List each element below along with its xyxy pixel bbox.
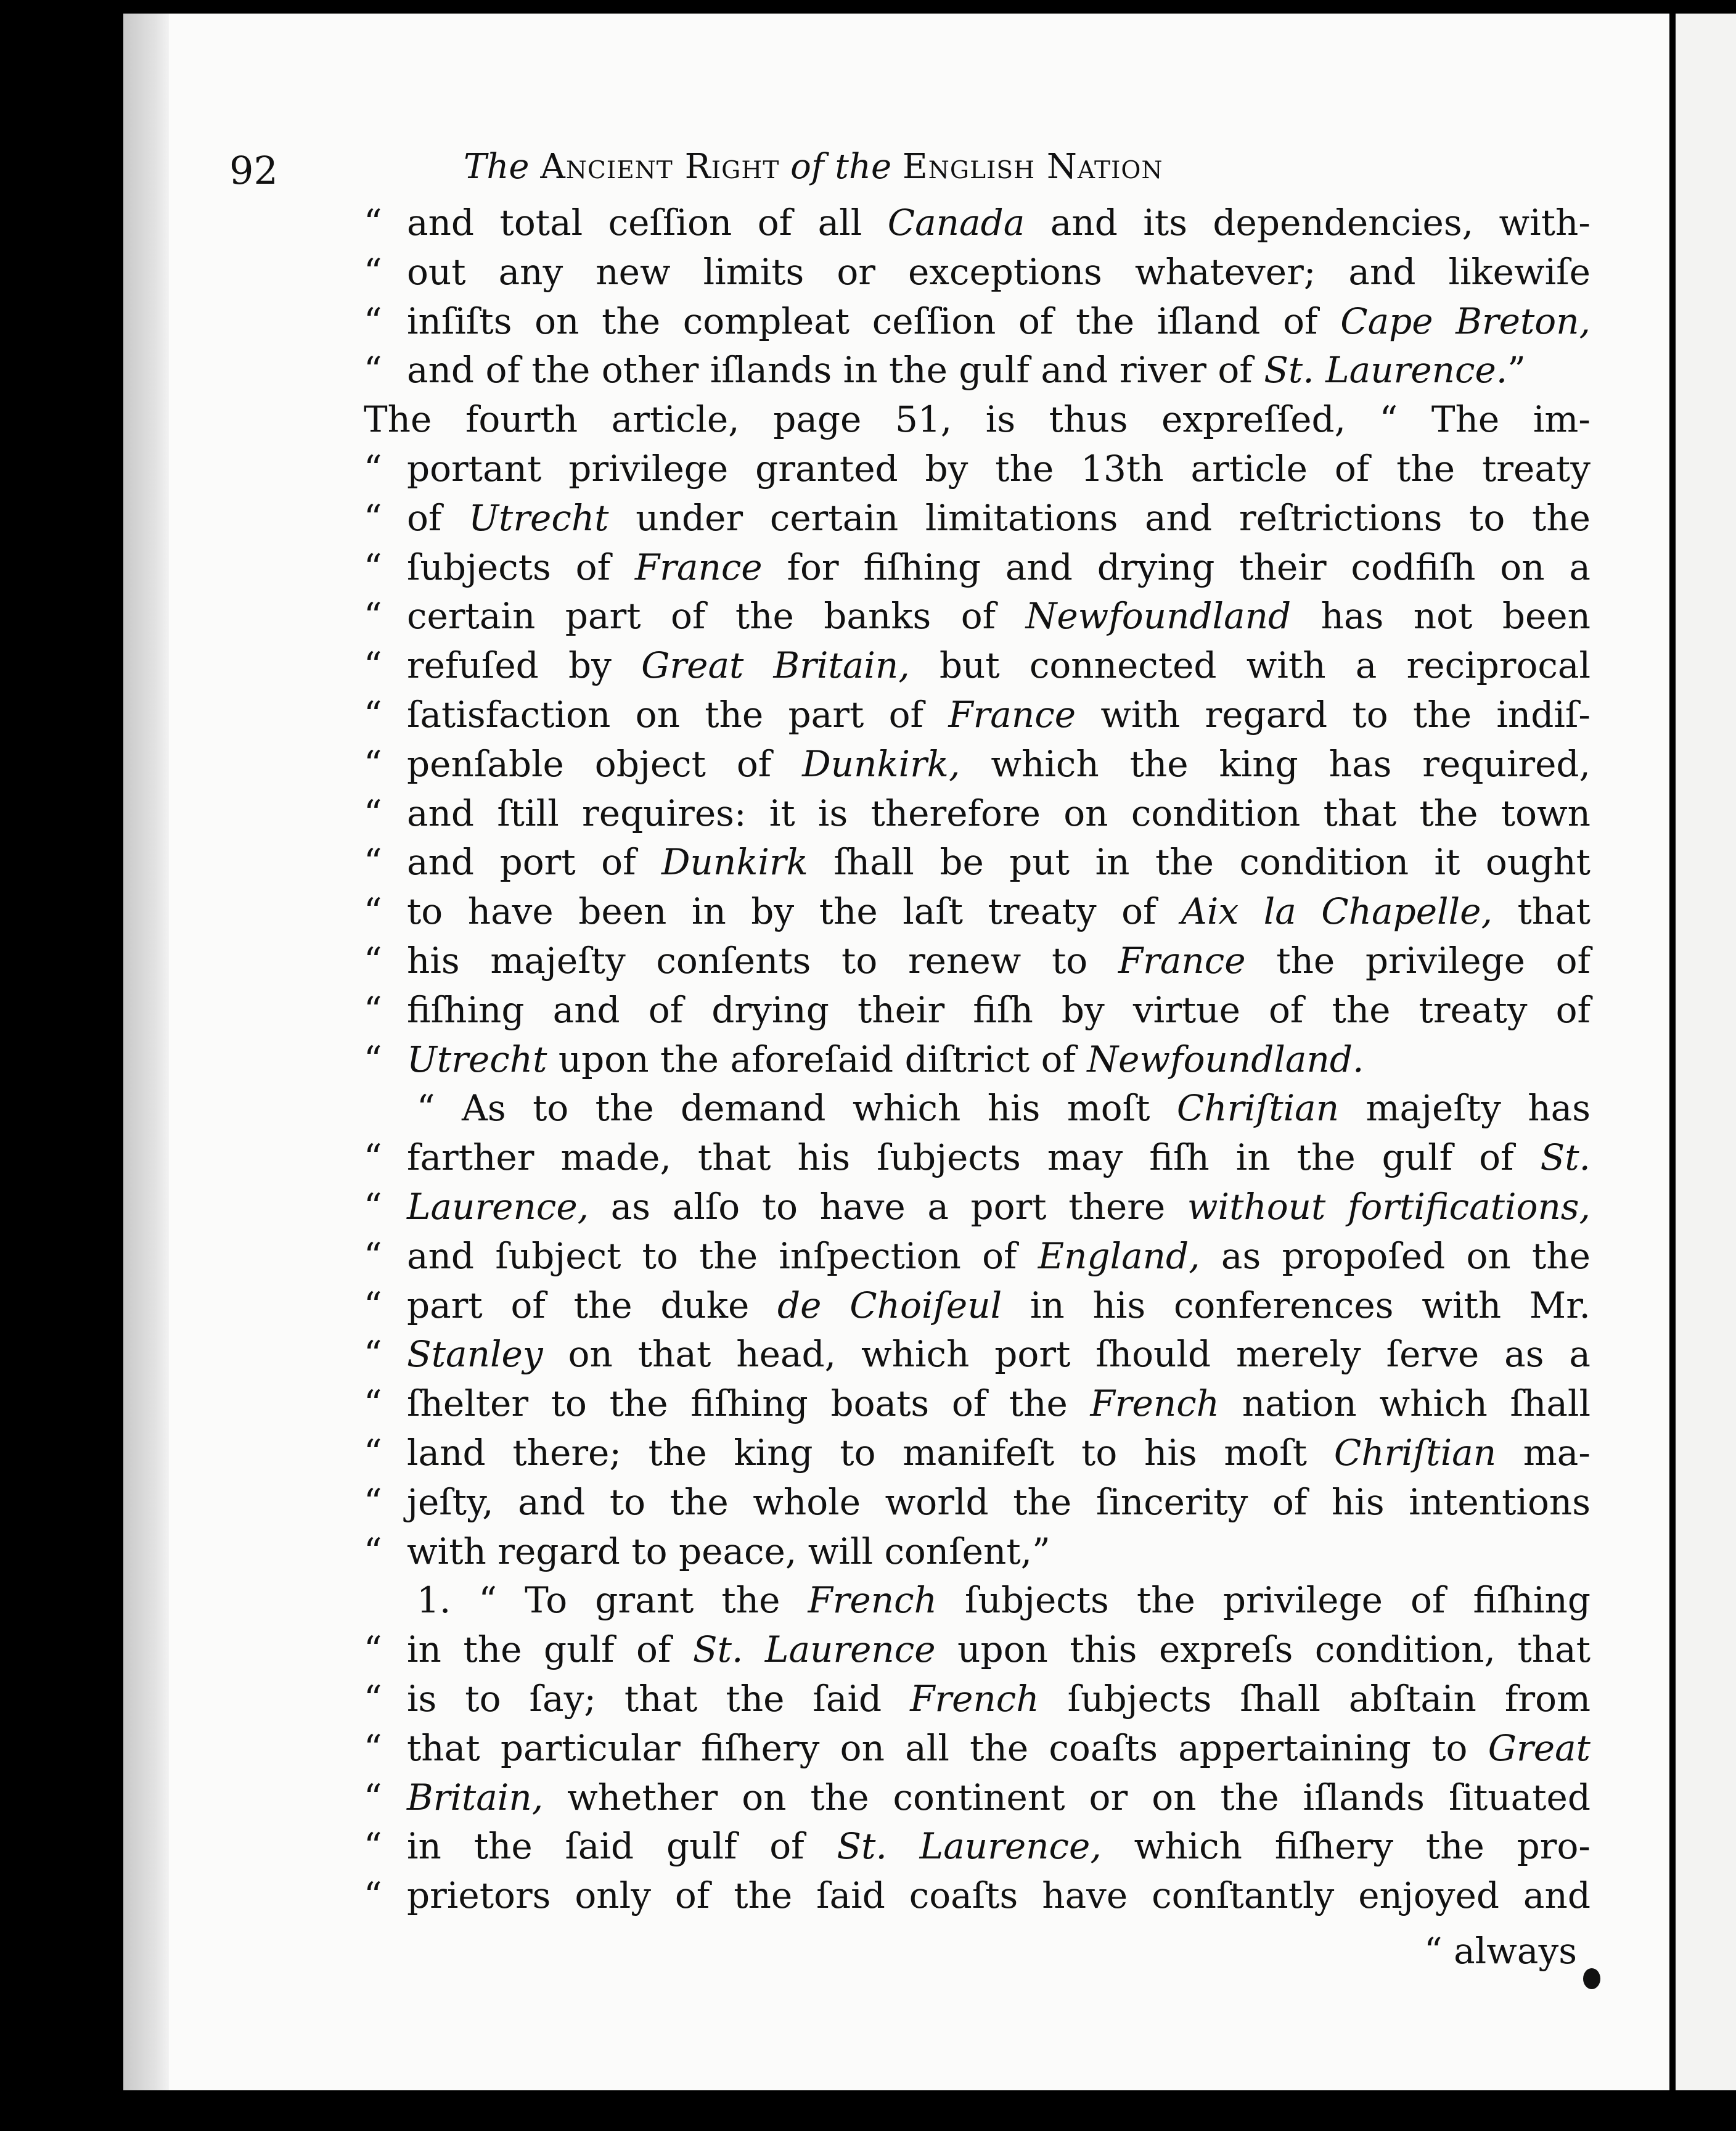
line-text [407, 543, 1591, 593]
header-part: of the [790, 147, 892, 187]
line-text [407, 297, 1591, 347]
text-run: portant privilege granted by the 13th article of the treaty [407, 447, 1591, 490]
text-run: in his conferences with Mr. [1002, 1284, 1591, 1326]
line-text [417, 1084, 1591, 1133]
text-run: majeſty has [1339, 1087, 1591, 1130]
text-line [364, 1330, 1591, 1379]
line-text [407, 937, 1591, 986]
line-text [407, 1822, 1591, 1871]
book-page [123, 14, 1669, 2090]
line-text [407, 592, 1591, 641]
quote-mark: “ [364, 988, 382, 1031]
text-run: inſiſts on the compleat ceſſion of the iſland of [407, 300, 1341, 342]
text-line [364, 1773, 1591, 1823]
text-run: in the gulf of [407, 1628, 693, 1671]
text-run: nation which ſhall [1219, 1382, 1591, 1425]
italic-text: St. Laurence. [1264, 349, 1508, 392]
text-line [364, 740, 1591, 789]
header-part [779, 147, 790, 187]
italic-text: French [808, 1579, 937, 1622]
text-run: and its dependencies, with- [1025, 202, 1591, 244]
italic-text: St. Laurence [692, 1628, 936, 1671]
quote-mark: “ [364, 1234, 382, 1277]
quote-mark: “ [364, 300, 382, 342]
quote-mark: “ [364, 349, 382, 392]
italic-text: France [948, 693, 1076, 736]
italic-text: Great [1488, 1727, 1591, 1769]
text-run: penſable object of [407, 742, 803, 785]
quote-mark: “ [364, 1185, 382, 1228]
text-line [364, 592, 1591, 641]
text-run: his majeſty conſents to renew to [407, 939, 1118, 982]
italic-text: Great Britain, [641, 644, 910, 687]
italic-text: St. [1540, 1136, 1591, 1179]
italic-text: Laurence, [407, 1185, 589, 1228]
line-text [407, 248, 1591, 297]
italic-text: Utrecht [407, 1038, 547, 1080]
line-text [407, 1330, 1591, 1379]
text-line [364, 1675, 1591, 1724]
text-line [364, 1625, 1591, 1675]
text-line [364, 1379, 1591, 1429]
text-line [364, 494, 1591, 543]
line-text [407, 1035, 1591, 1085]
text-line [364, 887, 1591, 937]
text-line [364, 1527, 1591, 1577]
italic-text: Utrecht [469, 496, 609, 539]
text-line [364, 1183, 1591, 1232]
text-run: part of the duke [407, 1284, 778, 1326]
italic-text: without fortifications, [1187, 1185, 1591, 1228]
text-run: ” [1507, 349, 1526, 392]
quote-mark: “ [364, 841, 382, 884]
text-run: which the king has required, [960, 742, 1591, 785]
italic-text: French [1090, 1382, 1220, 1425]
italic-text: Aix la Chapelle, [1181, 890, 1492, 933]
text-run: refuſed by [407, 644, 642, 687]
text-run: ma- [1496, 1431, 1591, 1474]
text-line [364, 1133, 1591, 1183]
text-run: certain part of the banks of [407, 595, 1026, 638]
text-line [364, 1084, 1591, 1133]
text-run: and ſtill requires: it is therefore on condition that the town [407, 792, 1591, 834]
quote-mark: “ [364, 1825, 382, 1868]
line-text [407, 346, 1591, 395]
quote-mark: “ [364, 693, 382, 736]
catchword: “ always [1424, 1930, 1577, 1972]
page-gutter [1669, 0, 1676, 2131]
header-part [891, 147, 903, 187]
quote-mark: “ [364, 1136, 382, 1179]
text-run: is to ſay; that the ſaid [407, 1677, 911, 1720]
quote-mark: “ [364, 1038, 382, 1080]
text-line [364, 1035, 1591, 1085]
text-run: as alſo to have a port there [589, 1185, 1187, 1228]
line-text [407, 1724, 1591, 1773]
quote-mark: “ [364, 1727, 382, 1769]
quote-mark: “ [364, 644, 382, 687]
italic-text: Chriſtian [1176, 1087, 1340, 1130]
text-run: out any new limits or exceptions whatever; and likewiſe [407, 250, 1591, 293]
text-run: ſubjects the privilege of fiſhing [936, 1579, 1591, 1622]
header-part: English Nation [902, 147, 1163, 187]
quote-mark: “ [364, 546, 382, 588]
line-text [407, 445, 1591, 494]
quote-mark: “ [364, 890, 382, 933]
quote-mark: “ [364, 250, 382, 293]
line-text [407, 1675, 1591, 1724]
page-binding-shadow [123, 14, 169, 2090]
text-line [364, 1429, 1591, 1478]
line-text [407, 1527, 1591, 1577]
text-run: with regard to peace, will conſent,” [407, 1530, 1050, 1572]
text-line [364, 445, 1591, 494]
running-header [464, 147, 1499, 187]
text-line [364, 297, 1591, 347]
italic-text: Cape Breton, [1340, 300, 1591, 342]
italic-text: Stanley [407, 1333, 543, 1376]
text-run: as propoſed on the [1200, 1234, 1591, 1277]
text-run: and ſubject to the inſpection of [407, 1234, 1038, 1277]
text-run: for fiſhing and drying their codfiſh on a [762, 546, 1591, 588]
header-part: Ancient Right [540, 147, 780, 187]
italic-text: Newfoundland [1025, 595, 1292, 638]
ink-blot [1583, 1968, 1600, 1989]
header-part: The [464, 147, 530, 187]
text-run: on that head, which port ſhould merely ſerve as a [542, 1333, 1591, 1376]
italic-text: France [1118, 939, 1246, 982]
quote-mark: “ [364, 1480, 382, 1523]
italic-text: Canada [887, 202, 1025, 244]
text-line [364, 937, 1591, 986]
text-line [364, 1232, 1591, 1281]
facing-page-edge [1676, 14, 1736, 2090]
line-text [407, 494, 1591, 543]
text-run: in the ſaid gulf of [407, 1825, 837, 1868]
text-line [364, 789, 1591, 839]
line-text [407, 691, 1591, 740]
line-text [407, 986, 1591, 1035]
text-run: under certain limitations and reſtrictions to the [608, 496, 1591, 539]
text-run: ſatisfaction on the part of [407, 693, 949, 736]
quote-mark: “ [364, 595, 382, 638]
text-run: that [1492, 890, 1591, 933]
line-text [407, 1773, 1591, 1823]
text-run: which fiſhery the pro- [1101, 1825, 1591, 1868]
quote-mark: “ [364, 496, 382, 539]
text-run: and of the other iſlands in the gulf and river of [407, 349, 1264, 392]
text-run: with regard to the indiſ- [1076, 693, 1591, 736]
italic-text: Britain, [407, 1776, 544, 1818]
line-text [407, 1379, 1591, 1429]
italic-text: St. Laurence, [837, 1825, 1102, 1868]
quote-mark: “ [364, 742, 382, 785]
text-run: that particular fiſhery on all the coaſts appertaining to [407, 1727, 1488, 1769]
quote-mark: “ [364, 1776, 382, 1818]
line-text [407, 838, 1591, 887]
text-line [364, 346, 1591, 395]
text-run: upon this expreſs condition, that [935, 1628, 1591, 1671]
line-text [407, 1281, 1591, 1331]
line-text [407, 789, 1591, 839]
text-line [364, 1478, 1591, 1527]
line-text [407, 740, 1591, 789]
line-text [407, 1625, 1591, 1675]
text-line [364, 986, 1591, 1035]
line-text [407, 1183, 1591, 1232]
quote-mark: “ [364, 939, 382, 982]
text-run: ſhall be put in the condition it ought [808, 841, 1591, 884]
italic-text: French [910, 1677, 1039, 1720]
text-run: land there; the king to manifeſt to his moſt [407, 1431, 1334, 1474]
quote-mark: “ [364, 447, 382, 490]
quote-mark: “ [364, 1382, 382, 1425]
text-line [364, 248, 1591, 297]
text-run: prietors only of the ſaid coaſts have conſtantly enjoyed and [407, 1874, 1591, 1917]
text-line [364, 1281, 1591, 1331]
quote-mark: “ [364, 792, 382, 834]
text-run: ſubjects of [407, 546, 635, 588]
text-run: “ As to the demand which his moſt [417, 1087, 1177, 1130]
text-run: ſubjects ſhall abſtain from [1039, 1677, 1591, 1720]
text-run: has not been [1291, 595, 1591, 638]
italic-text: Dunkirk, [802, 742, 960, 785]
text-run: ſhelter to the fiſhing boats of the [407, 1382, 1091, 1425]
line-text [407, 1133, 1591, 1183]
italic-text: Dunkirk [661, 841, 808, 884]
text-run: whether on the continent or on the iſlands ſituated [543, 1776, 1591, 1818]
quote-mark: “ [364, 1284, 382, 1326]
italic-text: de Choiſeul [777, 1284, 1002, 1326]
line-text [407, 1429, 1591, 1478]
line-text [407, 1871, 1591, 1921]
text-run: the privilege of [1245, 939, 1591, 982]
text-run: but connected with a reciprocal [909, 644, 1591, 687]
text-line [364, 395, 1591, 445]
text-run: fiſhing and of drying their fiſh by virtue of the treaty of [407, 988, 1591, 1031]
text-run: upon the aforeſaid diſtrict of [547, 1038, 1087, 1080]
body-text [364, 199, 1591, 1921]
line-text [407, 1232, 1591, 1281]
text-line [364, 1871, 1591, 1921]
text-line [364, 199, 1591, 248]
text-run: to have been in by the laſt treaty of [407, 890, 1182, 933]
text-line [364, 1724, 1591, 1773]
text-run: The fourth article, page 51, is thus expreſſed, “ The im- [364, 398, 1591, 441]
line-text [407, 1478, 1591, 1527]
text-line [364, 691, 1591, 740]
quote-mark: “ [364, 1333, 382, 1376]
italic-text: Chriſtian [1333, 1431, 1497, 1474]
text-line [364, 543, 1591, 593]
text-line [364, 1576, 1591, 1625]
line-text [407, 887, 1591, 937]
quote-mark: “ [364, 1628, 382, 1671]
quote-mark: “ [364, 1677, 382, 1720]
line-text [407, 641, 1591, 691]
quote-mark: “ [364, 1431, 382, 1474]
quote-mark: “ [364, 1530, 382, 1572]
text-run: farther made, that his ſubjects may fiſh in the gulf of [407, 1136, 1541, 1179]
italic-text: France [634, 546, 763, 588]
text-run: and port of [407, 841, 662, 884]
text-line [364, 838, 1591, 887]
line-text [417, 1576, 1591, 1625]
text-run: of [407, 496, 469, 539]
quote-mark: “ [364, 1874, 382, 1917]
italic-text: England, [1038, 1234, 1200, 1277]
text-line [364, 1822, 1591, 1871]
quote-mark: “ [364, 202, 382, 244]
line-text [364, 395, 1591, 445]
line-text [407, 199, 1591, 248]
header-part [530, 147, 541, 187]
text-run: jeſty, and to the whole world the ſincerity of his intentions [407, 1480, 1591, 1523]
page-number: 92 [229, 148, 278, 193]
text-run: and total ceſſion of all [407, 202, 888, 244]
text-run: 1. “ To grant the [417, 1579, 808, 1622]
italic-text: Newfoundland. [1087, 1038, 1364, 1080]
text-line [364, 641, 1591, 691]
